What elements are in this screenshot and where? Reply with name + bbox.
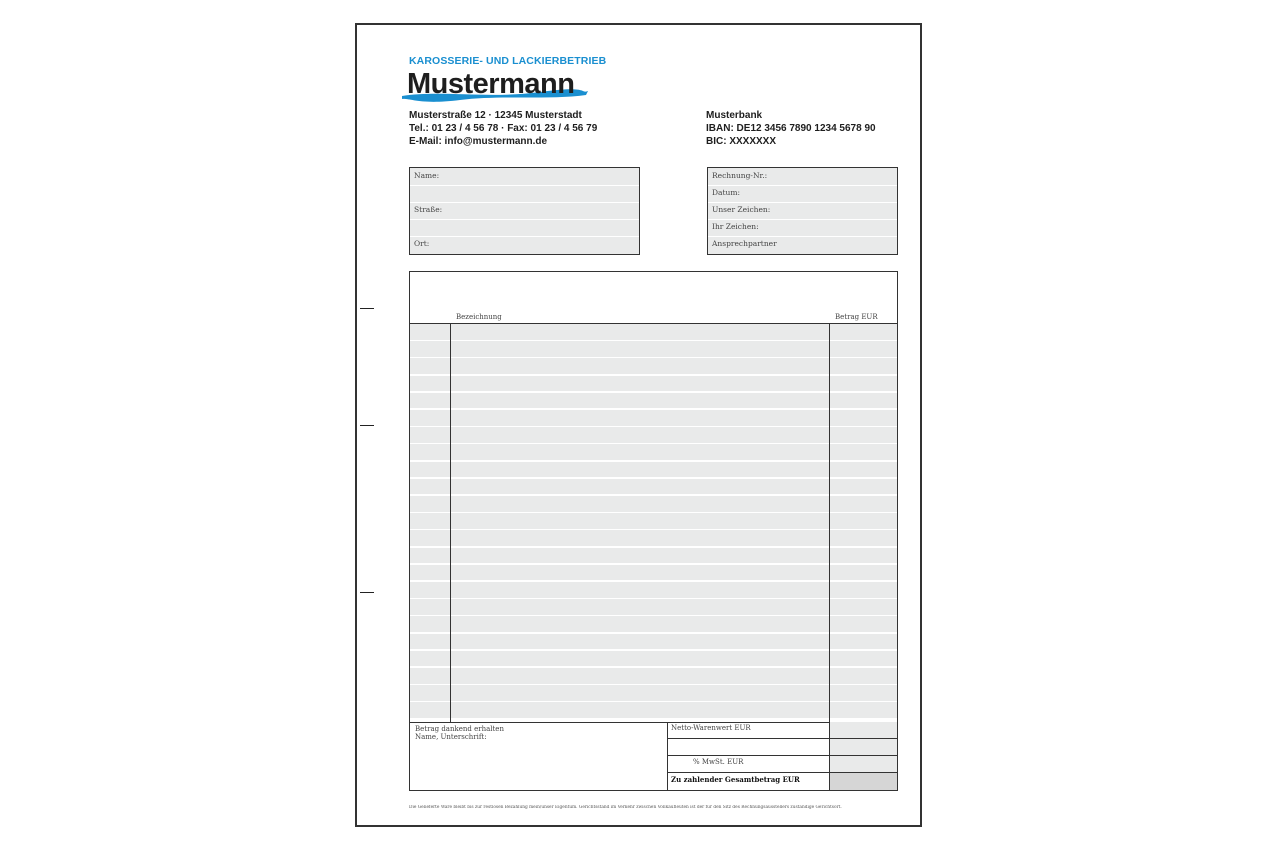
vat-row [667,756,829,773]
table-row[interactable] [410,582,897,598]
table-row[interactable] [410,513,897,529]
signature-label: Name, Unterschrift: [415,733,487,741]
customer-address-box [409,167,640,255]
date-field[interactable] [708,185,897,203]
grand-total-row [667,773,829,790]
table-row[interactable] [410,599,897,615]
date-label: Datum: [712,188,740,197]
table-row[interactable] [410,427,897,443]
table-row[interactable] [410,341,897,357]
your-reference-label: Ihr Zeichen: [712,222,759,231]
table-row[interactable] [410,548,897,564]
table-row[interactable] [410,496,897,512]
table-row[interactable] [410,444,897,460]
invoice-number-field[interactable] [708,168,897,186]
table-row[interactable] [410,324,897,340]
bank-details [706,109,876,148]
description-header: Bezeichnung [456,313,502,321]
table-row[interactable] [410,565,897,581]
company-logo: Mustermann [407,68,575,100]
legal-disclaimer: Die Gelieferte Ware bleibt bis zur restlosen Bezahlung mein/unser Eigentum. Gerichtsstand im Verkehr zwischen Vollkaufleuten ist der für den Sitz des Rechnungsausstellers zuständige Gerichtsort. [409,805,842,810]
punch-mark [360,425,374,426]
table-row[interactable] [410,702,897,718]
address-phone: Tel.: 01 23 / 4 56 78 · Fax: 01 23 / 4 56 79 [409,123,598,134]
our-reference-field[interactable] [708,202,897,220]
fold-mark-bottom [360,592,374,593]
net-value-label: Netto-Warenwert EUR [671,724,751,732]
name-field-line2[interactable] [410,185,639,203]
blank-total-row [667,739,829,756]
table-row[interactable] [410,462,897,478]
totals-area [667,722,897,790]
street-field[interactable] [410,202,639,220]
name-field[interactable] [410,168,639,186]
city-field[interactable] [410,236,639,254]
street-field-line2[interactable] [410,219,639,237]
grand-total-label: Zu zahlender Gesamtbetrag EUR [671,775,800,784]
contact-person-field[interactable] [708,236,897,254]
table-row[interactable] [410,410,897,426]
street-label: Straße: [414,205,443,214]
net-value-field[interactable] [829,722,897,739]
signature-area[interactable] [415,725,504,741]
address-street: Musterstraße 12 · 12345 Musterstadt [409,110,582,121]
our-reference-label: Unser Zeichen: [712,205,771,214]
grand-total-field[interactable] [829,773,897,790]
company-address [409,109,597,148]
name-label: Name: [414,171,440,180]
blank-total-field[interactable] [829,739,897,756]
bank-iban: IBAN: DE12 3456 7890 1234 5678 90 [706,123,876,134]
company-tagline: KAROSSERIE- UND LACKIERBETRIEB [409,55,607,67]
fold-mark-top [360,308,374,309]
amount-column-divider [829,324,830,722]
address-email: E-Mail: info@mustermann.de [409,136,548,147]
received-label: Betrag dankend erhalten [415,725,504,733]
position-column-divider [450,324,451,722]
invoice-number-label: Rechnung-Nr.: [712,171,768,180]
bank-bic: BIC: XXXXXXX [706,136,777,147]
items-table [409,271,898,791]
vat-label: % MwSt. EUR [693,758,744,766]
table-row[interactable] [410,393,897,409]
invoice-info-box [707,167,898,255]
table-row[interactable] [410,685,897,701]
vat-field[interactable] [829,756,897,773]
table-row[interactable] [410,651,897,667]
city-label: Ort: [414,239,430,248]
table-row[interactable] [410,530,897,546]
table-row[interactable] [410,358,897,374]
bank-name: Musterbank [706,110,763,121]
table-row[interactable] [410,479,897,495]
table-row[interactable] [410,376,897,392]
table-row[interactable] [410,634,897,650]
net-value-row [667,722,829,739]
table-row[interactable] [410,616,897,632]
item-rows [410,324,897,722]
amount-header: Betrag EUR [835,313,878,321]
contact-person-label: Ansprechpartner [712,239,777,248]
table-row[interactable] [410,668,897,684]
your-reference-field[interactable] [708,219,897,237]
